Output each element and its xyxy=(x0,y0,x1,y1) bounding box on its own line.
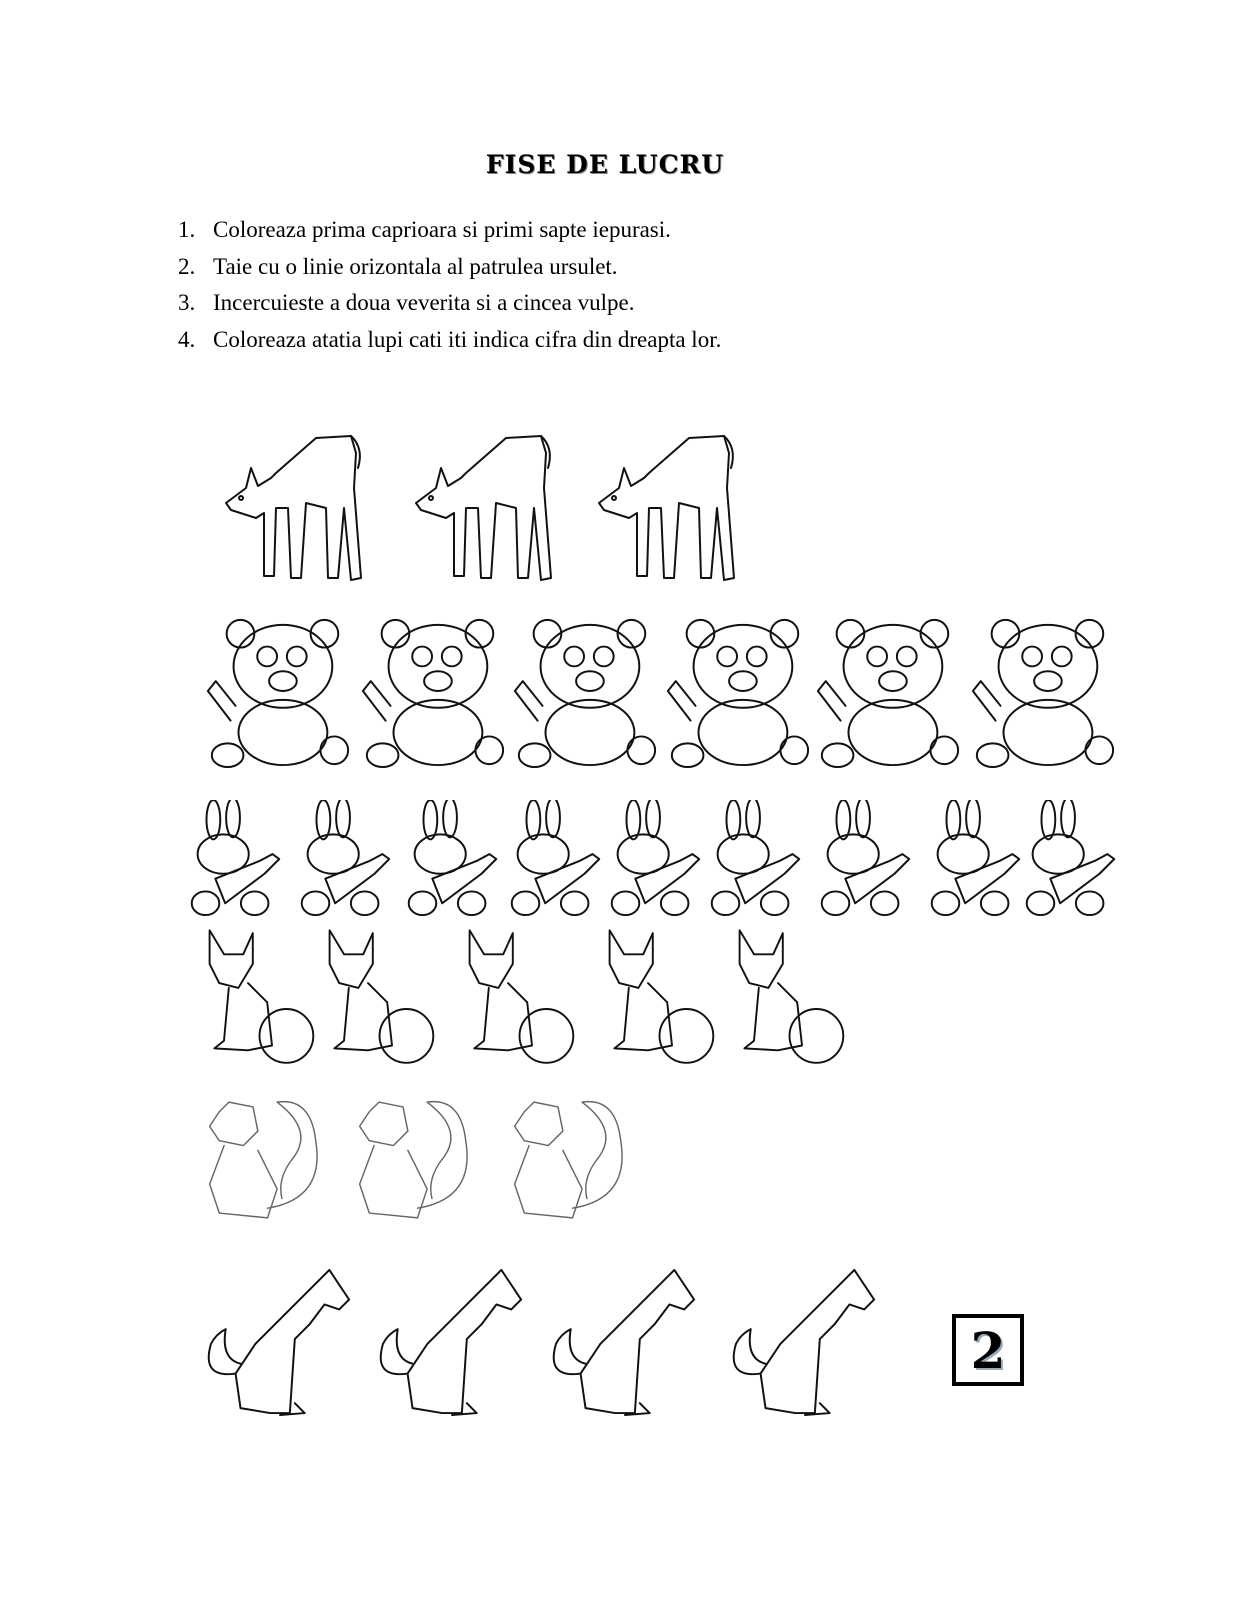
wolf-icon xyxy=(545,1265,705,1418)
deer-icon xyxy=(215,428,367,588)
instruction-item: 4. Coloreaza atatia lupi cati iti indica cifra din dreapta lor. xyxy=(178,326,722,352)
fox-drawing xyxy=(730,925,850,1070)
squirrel-drawing xyxy=(350,1090,485,1230)
fox-icon xyxy=(320,925,440,1070)
bear-icon xyxy=(205,612,350,770)
fox-drawing xyxy=(600,925,720,1070)
worksheet-title: FISE DE LUCRU xyxy=(485,150,725,179)
deer-icon xyxy=(588,428,740,588)
rabbit-icon xyxy=(505,800,605,918)
rabbit-drawing xyxy=(295,800,395,918)
instruction-text: Coloreaza atatia lupi cati iti indica cifra din dreapta lor. xyxy=(213,326,722,352)
bear-drawing xyxy=(360,612,505,770)
rabbit-icon xyxy=(815,800,915,918)
rabbit-drawing xyxy=(1020,800,1120,918)
instruction-text: Taie cu o linie orizontala al patrulea ursulet. xyxy=(213,253,618,279)
bear-drawing xyxy=(665,612,810,770)
rabbit-drawing xyxy=(505,800,605,918)
instruction-text: Coloreaza prima caprioara si primi sapte iepurasi. xyxy=(213,217,671,242)
bear-icon xyxy=(970,612,1115,770)
bear-drawing xyxy=(512,612,657,770)
wolf-drawing xyxy=(545,1265,705,1418)
fox-icon xyxy=(730,925,850,1070)
deer-drawing xyxy=(215,428,367,588)
fox-icon xyxy=(200,925,320,1070)
rabbit-icon xyxy=(925,800,1025,918)
rabbit-icon xyxy=(295,800,395,918)
fox-drawing xyxy=(460,925,580,1070)
squirrel-icon xyxy=(505,1090,640,1230)
wolf-drawing xyxy=(725,1265,885,1418)
bear-drawing xyxy=(970,612,1115,770)
wolf-drawing xyxy=(372,1265,532,1418)
wolf-icon xyxy=(200,1265,360,1418)
squirrel-icon xyxy=(200,1090,335,1230)
bear-drawing xyxy=(815,612,960,770)
squirrel-drawing xyxy=(200,1090,335,1230)
instructions-list xyxy=(178,212,721,358)
bear-icon xyxy=(512,612,657,770)
bear-icon xyxy=(360,612,505,770)
instruction-item: 3. Incercuieste a doua veverita si a cincea vulpe. xyxy=(178,290,635,315)
rabbit-drawing xyxy=(815,800,915,918)
rabbit-icon xyxy=(402,800,502,918)
squirrel-drawing xyxy=(505,1090,640,1230)
rabbit-drawing xyxy=(402,800,502,918)
rabbit-icon xyxy=(185,800,285,918)
wolf-icon xyxy=(725,1265,885,1418)
fox-drawing xyxy=(200,925,320,1070)
fox-icon xyxy=(600,925,720,1070)
rabbit-icon xyxy=(705,800,805,918)
bear-icon xyxy=(665,612,810,770)
rabbit-drawing xyxy=(185,800,285,918)
rabbit-drawing xyxy=(605,800,705,918)
fox-drawing xyxy=(320,925,440,1070)
rabbit-drawing xyxy=(705,800,805,918)
bear-icon xyxy=(815,612,960,770)
squirrel-icon xyxy=(350,1090,485,1230)
rabbit-icon xyxy=(605,800,705,918)
instruction-item: 1. Coloreaza prima caprioara si primi sapte iepurasi. xyxy=(178,217,671,242)
wolf-drawing xyxy=(200,1265,360,1418)
fox-icon xyxy=(460,925,580,1070)
bear-drawing xyxy=(205,612,350,770)
instruction-text: Incercuieste a doua veverita si a cincea vulpe. xyxy=(213,290,635,315)
deer-icon xyxy=(405,428,557,588)
rabbit-drawing xyxy=(925,800,1025,918)
instruction-item: 2. Taie cu o linie orizontala al patrulea ursulet. xyxy=(178,253,618,279)
wolf-icon xyxy=(372,1265,532,1418)
deer-drawing xyxy=(405,428,557,588)
deer-drawing xyxy=(588,428,740,588)
rabbit-icon xyxy=(1020,800,1120,918)
wolf-count-number-box: 2 xyxy=(952,1314,1024,1386)
